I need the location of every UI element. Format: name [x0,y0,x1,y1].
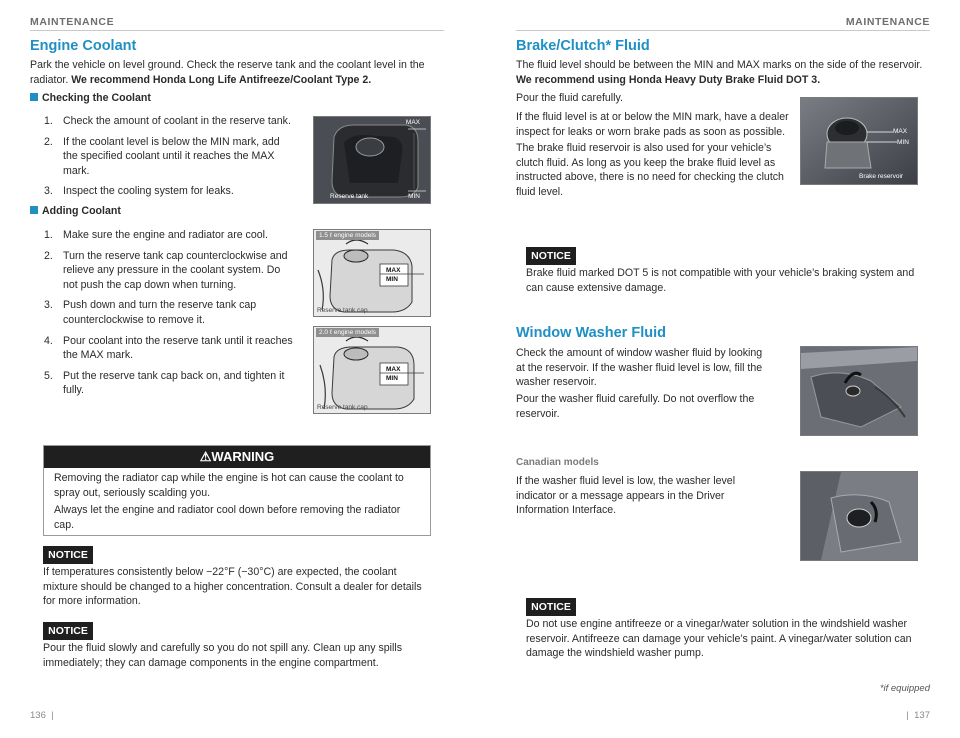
footnote: *if equipped [879,683,930,694]
reserve-tank-cap-illustration [314,230,430,316]
brake-text-3: The brake fluid reservoir is also used for your vehicle’s clutch fluid. As long as you keep the brake fluid level as instructed above, there is no need for checking the clutch fluid level. [516,142,784,198]
fig-label-max: MAX [386,366,401,373]
page-number-right: | 137 [906,710,930,721]
notice-badge: NOTICE [43,622,93,640]
page-right: 137 [914,710,930,721]
step-text: Inspect the cooling system for leaks. [63,185,234,198]
list-item: 4. Pour coolant into the reserve tank until it reaches the MAX mark. [44,334,293,362]
brake-text-2: If the fluid level is at or below the MIN mark, have a dealer inspect for leaks or worn brake pads as soon as possible. [516,111,789,138]
reserve-tank-figure [313,116,431,204]
warning-title: WARNING [211,449,275,464]
page-left: 136 [30,710,46,721]
coolant-title: Engine Coolant [30,38,137,54]
checking-heading [30,92,151,104]
step-text: Check the amount of coolant in the reserve tank. [63,115,291,127]
adding-heading-text: Adding Coolant [42,205,121,217]
washer-text-2: Pour the washer fluid carefully. Do not overflow the reservoir. [516,393,755,420]
fig-label-min: MIN [408,193,420,200]
reserve-tank-cap-illustration [314,327,430,413]
fig-label-cap: Reserve tank cap [317,307,368,314]
coolant-intro-text: Park the vehicle on level ground. Check the reserve tank and the coolant level in the radiator. [30,59,425,86]
checking-heading-text: Checking the Coolant [42,92,151,104]
brake-reservoir-figure [800,97,918,185]
header-rule-left [30,30,444,31]
brake-intro [516,58,930,87]
notice-text: Do not use engine antifreeze or a vinegar/water solution in the windshield washer reservoir. Antifreeze can damage your vehicle’s paint. A vinegar/water solution can damage the windshield washer pump. [526,618,912,660]
washer-indicator-illustration [801,472,917,560]
engine-15-figure [313,229,431,317]
list-item: 1. Make sure the engine and radiator are cool. [44,229,268,241]
warning-header [44,446,430,468]
fig-label-cap: Reserve tank cap [317,404,368,411]
step-text: Turn the reserve tank cap counterclockwise and relieve any pressure in the coolant system. Do not push the cap down when turning. [63,249,288,291]
warning-box [43,445,431,536]
step-text: If the coolant level is below the MIN mark, add the specified coolant until it reaches the MAX mark. [63,135,280,177]
step-text: Pour coolant into the reserve tank until it reaches the MAX mark. [63,334,293,362]
brake-title: Brake/Clutch* Fluid [516,38,650,54]
step-text: Push down and turn the reserve tank cap counterclockwise to remove it. [63,299,257,326]
engine-15-tag: 1.5 ℓ engine models [316,231,379,240]
notice-text: Brake fluid marked DOT 5 is not compatible with your vehicle’s braking system and can cause extensive damage. [526,267,915,294]
bullet-square-icon [30,206,38,214]
adding-heading [30,205,121,217]
header-right: MAINTENANCE [845,16,930,28]
checking-steps [44,114,294,205]
coolant-intro [30,58,440,87]
list-item: 5. Put the reserve tank cap back on, and tighten it fully. [44,369,285,397]
notice-badge: NOTICE [526,598,576,616]
bullet-square-icon [30,93,38,101]
fig-label-tank: Reserve tank [330,193,369,200]
list-item: 3. Inspect the cooling system for leaks. [44,185,234,198]
list-item: 2. If the coolant level is below the MIN mark, add the specified coolant until it reaches the MAX mark. [44,135,280,177]
warning-text-1: Removing the radiator cap while the engine is hot can cause the coolant to spray out, seriously scalding you. [54,472,404,499]
list-item: 2. Turn the reserve tank cap counterclockwise and relieve any pressure in the coolant system. Do not push the cap down when turning. [44,249,288,291]
fig-label-min: MIN [897,139,909,146]
brake-intro-bold: We recommend using Honda Heavy Duty Brake Fluid DOT 3. [516,73,821,86]
list-item: 1. Check the amount of coolant in the reserve tank. [44,115,291,127]
step-text: Put the reserve tank cap back on, and tighten it fully. [63,369,285,397]
page-number-left: 136 | [30,710,54,721]
engine-20-tag: 2.0 ℓ engine models [316,328,379,337]
brake-intro-text: The fluid level should be between the MIN and MAX marks on the side of the reservoir. [516,59,923,71]
list-item: 3. Push down and turn the reserve tank cap counterclockwise to remove it. [44,299,257,326]
washer-title: Window Washer Fluid [516,325,666,341]
notice-badge: NOTICE [526,247,576,265]
coolant-intro-bold: We recommend Honda Long Life Antifreeze/Coolant Type 2. [71,73,372,86]
washer-text-1: Check the amount of window washer fluid by looking at the reservoir. If the washer fluid level is low, fill the washer reservoir. [516,347,763,389]
brake-text-1: Pour the fluid carefully. [516,92,623,104]
engine-20-figure [313,326,431,414]
header-rule-right [516,30,930,31]
reserve-tank-illustration [314,117,430,203]
notice-badge: NOTICE [43,546,93,564]
washer-reservoir-figure [800,346,918,436]
header-left: MAINTENANCE [30,16,115,28]
canadian-heading: Canadian models [516,457,599,468]
fig-label-max: MAX [386,267,401,274]
fig-label-min: MIN [386,375,398,382]
washer-reservoir-illustration [801,347,917,435]
notice-text: If temperatures consistently below −22°F (−30°C) are expected, the coolant mixture should be changed to a higher concentration. Consult a dealer for details for more information. [43,566,422,608]
warning-triangle-icon: ⚠ [199,449,212,464]
fig-label-max: MAX [405,119,420,126]
fig-label-max: MAX [893,128,908,135]
warning-text-2: Always let the engine and radiator cool down before removing the radiator cap. [54,504,401,531]
fig-label-reservoir: Brake reservoir [859,173,904,180]
adding-steps [44,228,294,404]
fig-label-min: MIN [386,276,398,283]
washer-indicator-figure [800,471,918,561]
notice-text: Pour the fluid slowly and carefully so you do not spill any. Clean up any spills immediately; they can damage components in the engine compartment. [43,642,403,669]
washer-text-3: If the washer fluid level is low, the washer level indicator or a message appears in the Driver Information Interface. [516,475,736,517]
step-text: Make sure the engine and radiator are cool. [63,229,268,241]
